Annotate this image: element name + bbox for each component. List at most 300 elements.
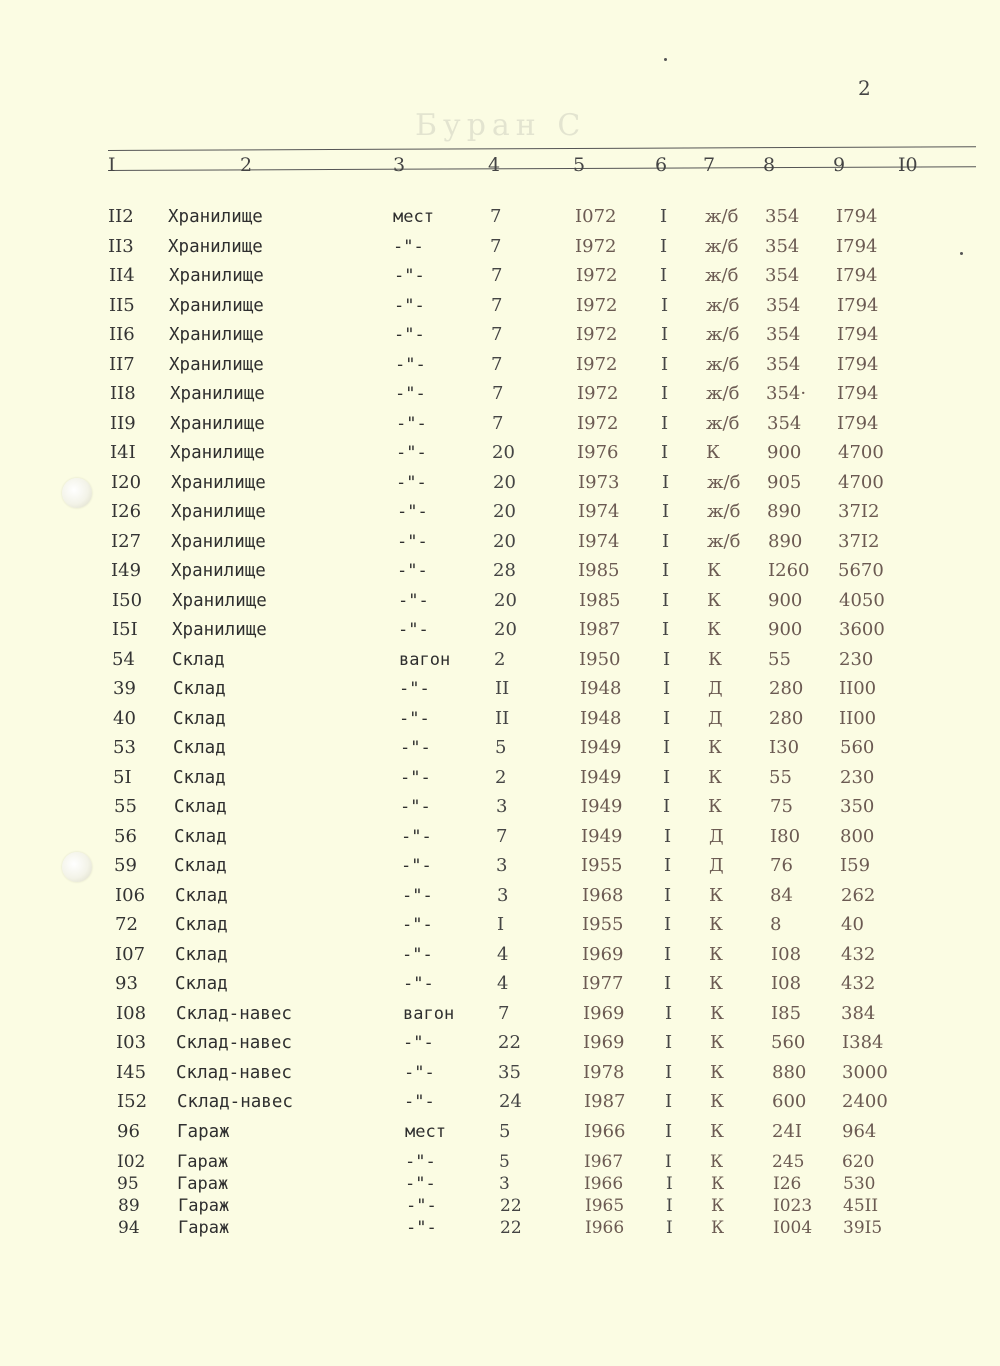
row-unit: -"- bbox=[394, 296, 425, 316]
table-row bbox=[0, 943, 1000, 967]
table-row bbox=[0, 1194, 1000, 1218]
row-object-name: Склад bbox=[173, 738, 226, 758]
row-col6: I bbox=[661, 295, 669, 316]
row-col9: 800 bbox=[840, 826, 875, 847]
row-number: 55 bbox=[114, 796, 137, 817]
row-year: I949 bbox=[580, 767, 622, 788]
row-col6: I bbox=[663, 737, 671, 758]
row-object-name: Склад bbox=[174, 797, 227, 817]
table-row bbox=[0, 1061, 1000, 1085]
row-object-name: Хранилище bbox=[169, 296, 264, 316]
row-material: ж/б bbox=[706, 295, 740, 316]
table-row bbox=[0, 530, 1000, 554]
punch-hole-top bbox=[62, 478, 92, 508]
row-number: 39 bbox=[113, 678, 136, 699]
row-quantity: 2 bbox=[495, 767, 507, 788]
row-col9: 432 bbox=[841, 973, 876, 994]
row-year: I966 bbox=[585, 1218, 625, 1238]
row-object-name: Склад-навес bbox=[176, 1063, 292, 1083]
table-row bbox=[0, 1216, 1000, 1240]
row-col6: I bbox=[662, 472, 670, 493]
row-unit: мест bbox=[393, 207, 434, 227]
row-col9: 262 bbox=[841, 885, 876, 906]
row-col6: I bbox=[660, 236, 668, 257]
table-row bbox=[0, 677, 1000, 701]
table-row bbox=[0, 795, 1000, 819]
column-header-5: 5 bbox=[573, 154, 586, 176]
row-material: ж/б bbox=[707, 501, 741, 522]
row-quantity: 7 bbox=[491, 265, 503, 286]
row-number: I03 bbox=[116, 1032, 147, 1053]
row-year: I969 bbox=[582, 944, 624, 965]
row-col8: 354 bbox=[766, 295, 801, 316]
row-unit: -"- bbox=[399, 679, 430, 699]
row-year: I974 bbox=[578, 501, 620, 522]
punch-hole-bottom bbox=[62, 852, 92, 882]
table-row bbox=[0, 205, 1000, 229]
table-row bbox=[0, 884, 1000, 908]
row-unit: -"- bbox=[396, 443, 427, 463]
row-year: I978 bbox=[583, 1062, 625, 1083]
row-col9: I794 bbox=[836, 236, 878, 257]
row-col6: I bbox=[662, 560, 670, 581]
row-quantity: 7 bbox=[498, 1003, 510, 1024]
row-number: 56 bbox=[114, 826, 137, 847]
row-col8: 900 bbox=[767, 442, 802, 463]
row-quantity: 5 bbox=[499, 1152, 510, 1172]
column-header-7: 7 bbox=[703, 154, 716, 176]
header-bottom-rule bbox=[108, 166, 976, 171]
row-col6: I bbox=[663, 796, 671, 817]
row-material: ж/б bbox=[705, 206, 739, 227]
row-col8: 354 bbox=[765, 265, 800, 286]
row-col9: 530 bbox=[843, 1174, 876, 1194]
row-unit: -"- bbox=[402, 915, 433, 935]
row-year: I966 bbox=[584, 1174, 624, 1194]
row-col9: 230 bbox=[840, 767, 875, 788]
row-col6: I bbox=[663, 708, 671, 729]
column-header-4: 4 bbox=[488, 154, 501, 176]
row-col6: I bbox=[666, 1196, 673, 1216]
row-unit: -"- bbox=[406, 1218, 437, 1238]
row-object-name: Хранилище bbox=[170, 414, 265, 434]
row-col6: I bbox=[664, 944, 672, 965]
row-object-name: Хранилище bbox=[171, 532, 266, 552]
row-unit: -"- bbox=[394, 266, 425, 286]
table-row bbox=[0, 1090, 1000, 1114]
row-material: ж/б bbox=[706, 354, 740, 375]
row-col6: I bbox=[661, 383, 669, 404]
row-year: I950 bbox=[579, 649, 621, 670]
row-col6: I bbox=[660, 206, 668, 227]
row-object-name: Хранилище bbox=[172, 620, 267, 640]
row-quantity: 24 bbox=[499, 1091, 522, 1112]
row-unit: -"- bbox=[406, 1196, 437, 1216]
column-header-1: I bbox=[108, 154, 116, 176]
row-year: I948 bbox=[580, 708, 622, 729]
row-year: I948 bbox=[580, 678, 622, 699]
row-col8: I260 bbox=[768, 560, 810, 581]
row-number: I06 bbox=[115, 885, 146, 906]
row-col6: I bbox=[661, 413, 669, 434]
row-col9: 4700 bbox=[838, 442, 884, 463]
row-year: I985 bbox=[579, 590, 621, 611]
row-quantity: 2 bbox=[494, 649, 506, 670]
row-col8: 280 bbox=[769, 678, 804, 699]
row-material: К bbox=[707, 560, 721, 581]
row-number: I4I bbox=[110, 442, 136, 463]
table-row bbox=[0, 707, 1000, 731]
row-year: I969 bbox=[583, 1032, 625, 1053]
row-col8: I004 bbox=[773, 1218, 813, 1238]
row-material: К bbox=[711, 1218, 725, 1238]
row-year: I985 bbox=[578, 560, 620, 581]
row-year: I972 bbox=[576, 295, 618, 316]
row-year: I969 bbox=[583, 1003, 625, 1024]
row-col8: 890 bbox=[767, 501, 802, 522]
row-number: I49 bbox=[111, 560, 142, 581]
row-col9: I794 bbox=[837, 383, 879, 404]
table-row bbox=[0, 471, 1000, 495]
row-unit: мест bbox=[405, 1122, 446, 1142]
row-number: II5 bbox=[109, 295, 135, 316]
row-unit: -"- bbox=[403, 974, 434, 994]
row-material: К bbox=[711, 1196, 725, 1216]
row-col9: 3000 bbox=[842, 1062, 888, 1083]
row-quantity: 20 bbox=[493, 531, 516, 552]
row-quantity: 35 bbox=[498, 1062, 521, 1083]
table-row bbox=[0, 500, 1000, 524]
row-year: I973 bbox=[578, 472, 620, 493]
row-quantity: 5 bbox=[495, 737, 507, 758]
row-number: 93 bbox=[115, 973, 138, 994]
table-row bbox=[0, 294, 1000, 318]
row-object-name: Хранилище bbox=[169, 355, 264, 375]
row-col8: 55 bbox=[769, 767, 792, 788]
row-year: I949 bbox=[581, 796, 623, 817]
row-quantity: 7 bbox=[492, 413, 504, 434]
row-number: I50 bbox=[112, 590, 143, 611]
row-col6: I bbox=[665, 1091, 673, 1112]
row-year: I949 bbox=[581, 826, 623, 847]
row-unit: -"- bbox=[404, 1063, 435, 1083]
row-col8: 76 bbox=[770, 855, 793, 876]
row-object-name: Склад-навес bbox=[176, 1004, 292, 1024]
row-unit: -"- bbox=[396, 473, 427, 493]
row-col8: I08 bbox=[771, 973, 802, 994]
row-col8: I08 bbox=[771, 944, 802, 965]
row-object-name: Хранилище bbox=[168, 237, 263, 257]
row-year: I972 bbox=[576, 265, 618, 286]
row-unit: -"- bbox=[405, 1152, 436, 1172]
row-material: ж/б bbox=[706, 383, 740, 404]
row-object-name: Склад bbox=[175, 974, 228, 994]
row-col9: 5670 bbox=[838, 560, 884, 581]
column-header-9: 9 bbox=[833, 154, 846, 176]
row-quantity: 7 bbox=[490, 236, 502, 257]
row-quantity: 7 bbox=[491, 324, 503, 345]
row-object-name: Склад bbox=[174, 856, 227, 876]
row-quantity: 22 bbox=[498, 1032, 521, 1053]
table-row bbox=[0, 412, 1000, 436]
row-quantity: 3 bbox=[499, 1174, 510, 1194]
row-year: I972 bbox=[576, 324, 618, 345]
column-header-10: I0 bbox=[898, 154, 918, 176]
row-col8: 354 bbox=[765, 236, 800, 257]
row-col6: I bbox=[662, 531, 670, 552]
table-row bbox=[0, 559, 1000, 583]
row-material: К bbox=[708, 767, 722, 788]
row-material: К bbox=[708, 649, 722, 670]
row-material: К bbox=[707, 590, 721, 611]
row-material: Д bbox=[709, 855, 724, 876]
table-row bbox=[0, 589, 1000, 613]
row-col9: I59 bbox=[840, 855, 871, 876]
row-col6: I bbox=[661, 354, 669, 375]
table-row bbox=[0, 1172, 1000, 1196]
row-number: II4 bbox=[109, 265, 135, 286]
row-col6: I bbox=[665, 1121, 673, 1142]
row-number: I26 bbox=[111, 501, 142, 522]
row-object-name: Склад bbox=[172, 650, 225, 670]
row-col9: 4700 bbox=[838, 472, 884, 493]
row-unit: -"- bbox=[402, 886, 433, 906]
table-row bbox=[0, 825, 1000, 849]
row-year: I976 bbox=[577, 442, 619, 463]
row-quantity: 7 bbox=[496, 826, 508, 847]
row-col6: I bbox=[665, 1003, 673, 1024]
row-col9: 3600 bbox=[839, 619, 885, 640]
row-year: I072 bbox=[575, 206, 617, 227]
row-col9: I794 bbox=[837, 324, 879, 345]
row-quantity: 5 bbox=[499, 1121, 511, 1142]
row-object-name: Склад bbox=[173, 709, 226, 729]
row-col6: I bbox=[666, 1218, 673, 1238]
row-quantity: 4 bbox=[497, 944, 509, 965]
row-quantity: 20 bbox=[494, 619, 517, 640]
row-col8: 245 bbox=[772, 1152, 805, 1172]
row-quantity: II bbox=[495, 708, 510, 729]
row-object-name: Гараж bbox=[177, 1174, 229, 1194]
row-unit: вагон bbox=[403, 1004, 455, 1024]
row-material: К bbox=[711, 1174, 725, 1194]
row-quantity: 28 bbox=[493, 560, 516, 581]
table-row bbox=[0, 353, 1000, 377]
paper-speck bbox=[960, 252, 963, 255]
table-row bbox=[0, 736, 1000, 760]
row-col6: I bbox=[666, 1174, 673, 1194]
row-col8: 75 bbox=[770, 796, 793, 817]
row-object-name: Склад bbox=[175, 886, 228, 906]
row-year: I977 bbox=[582, 973, 624, 994]
row-object-name: Хранилище bbox=[170, 443, 265, 463]
row-number: I27 bbox=[111, 531, 142, 552]
row-col6: I bbox=[664, 826, 672, 847]
row-col8: 600 bbox=[772, 1091, 807, 1112]
table-row bbox=[0, 1002, 1000, 1026]
column-header-6: 6 bbox=[655, 154, 668, 176]
row-object-name: Склад-навес bbox=[177, 1092, 293, 1112]
row-col6: I bbox=[663, 649, 671, 670]
row-unit: -"- bbox=[402, 945, 433, 965]
row-object-name: Склад bbox=[175, 915, 228, 935]
row-year: I987 bbox=[584, 1091, 626, 1112]
row-col8: 900 bbox=[768, 619, 803, 640]
row-col9: 432 bbox=[841, 944, 876, 965]
row-number: II9 bbox=[110, 413, 136, 434]
row-material: ж/б bbox=[706, 324, 740, 345]
row-col9: 37I2 bbox=[838, 531, 880, 552]
row-col6: I bbox=[663, 767, 671, 788]
paper-speck bbox=[664, 58, 667, 61]
row-col6: I bbox=[661, 442, 669, 463]
row-object-name: Хранилище bbox=[171, 502, 266, 522]
table-row bbox=[0, 235, 1000, 259]
row-unit: -"- bbox=[399, 709, 430, 729]
row-quantity: 22 bbox=[500, 1196, 522, 1216]
row-col8: 55 bbox=[768, 649, 791, 670]
row-col6: I bbox=[665, 1062, 673, 1083]
row-unit: -"- bbox=[400, 768, 431, 788]
row-number: 95 bbox=[117, 1174, 139, 1194]
row-material: ж/б bbox=[707, 472, 741, 493]
row-number: I08 bbox=[116, 1003, 147, 1024]
row-unit: -"- bbox=[400, 738, 431, 758]
row-number: II7 bbox=[109, 354, 135, 375]
table-row bbox=[0, 382, 1000, 406]
row-quantity: 20 bbox=[492, 442, 515, 463]
row-col8: 354· bbox=[766, 383, 807, 404]
row-col8: I023 bbox=[773, 1196, 813, 1216]
row-number: I07 bbox=[115, 944, 146, 965]
row-year: I968 bbox=[582, 885, 624, 906]
row-number: 72 bbox=[115, 914, 138, 935]
row-col9: I794 bbox=[837, 413, 879, 434]
table-row bbox=[0, 766, 1000, 790]
row-quantity: 7 bbox=[490, 206, 502, 227]
column-header-3: 3 bbox=[393, 154, 406, 176]
row-col6: I bbox=[664, 885, 672, 906]
row-year: I955 bbox=[581, 855, 623, 876]
row-number: II3 bbox=[108, 236, 134, 257]
row-material: К bbox=[710, 1032, 724, 1053]
row-object-name: Хранилище bbox=[170, 384, 265, 404]
row-col6: I bbox=[662, 590, 670, 611]
table-row bbox=[0, 1120, 1000, 1144]
table-row bbox=[0, 1150, 1000, 1174]
row-quantity: II bbox=[495, 678, 510, 699]
row-quantity: 20 bbox=[493, 472, 516, 493]
row-material: К bbox=[710, 1152, 724, 1172]
row-unit: -"- bbox=[396, 414, 427, 434]
table-row bbox=[0, 854, 1000, 878]
row-col9: I794 bbox=[836, 206, 878, 227]
row-col6: I bbox=[662, 619, 670, 640]
row-number: I52 bbox=[117, 1091, 148, 1112]
row-quantity: 20 bbox=[493, 501, 516, 522]
row-material: ж/б bbox=[705, 236, 739, 257]
row-material: К bbox=[709, 914, 723, 935]
row-year: I974 bbox=[578, 531, 620, 552]
row-col9: 4050 bbox=[839, 590, 885, 611]
row-material: К bbox=[707, 619, 721, 640]
row-object-name: Склад bbox=[173, 768, 226, 788]
row-quantity: 3 bbox=[497, 885, 509, 906]
row-material: К bbox=[710, 1062, 724, 1083]
row-col9: 620 bbox=[842, 1152, 875, 1172]
row-quantity: I bbox=[497, 914, 505, 935]
table-row bbox=[0, 913, 1000, 937]
row-unit: -"- bbox=[398, 620, 429, 640]
row-number: 40 bbox=[113, 708, 136, 729]
row-col8: I30 bbox=[769, 737, 800, 758]
row-quantity: 7 bbox=[492, 383, 504, 404]
row-material: Д bbox=[708, 708, 723, 729]
row-col8: 890 bbox=[768, 531, 803, 552]
row-col6: I bbox=[664, 973, 672, 994]
row-col9: I794 bbox=[837, 295, 879, 316]
row-unit: вагон bbox=[399, 650, 451, 670]
table-row bbox=[0, 618, 1000, 642]
row-col8: 905 bbox=[767, 472, 802, 493]
row-material: К bbox=[708, 796, 722, 817]
row-col9: 45II bbox=[843, 1196, 879, 1216]
row-material: К bbox=[709, 973, 723, 994]
row-col9: 230 bbox=[839, 649, 874, 670]
row-unit: -"- bbox=[397, 561, 428, 581]
row-number: 54 bbox=[112, 649, 135, 670]
row-material: ж/б bbox=[706, 413, 740, 434]
row-col9: 560 bbox=[840, 737, 875, 758]
row-unit: -"- bbox=[397, 502, 428, 522]
row-quantity: 20 bbox=[494, 590, 517, 611]
row-col8: I85 bbox=[771, 1003, 802, 1024]
row-year: I972 bbox=[575, 236, 617, 257]
row-material: ж/б bbox=[707, 531, 741, 552]
row-quantity: 7 bbox=[491, 354, 503, 375]
row-col8: 354 bbox=[766, 354, 801, 375]
row-unit: -"- bbox=[405, 1174, 436, 1194]
row-col9: 350 bbox=[840, 796, 875, 817]
row-number: 53 bbox=[113, 737, 136, 758]
row-number: 94 bbox=[118, 1218, 140, 1238]
row-object-name: Гараж bbox=[177, 1152, 229, 1172]
header-top-rule bbox=[108, 146, 976, 151]
row-year: I972 bbox=[576, 354, 618, 375]
row-col9: II00 bbox=[839, 708, 877, 729]
row-number: I5I bbox=[112, 619, 138, 640]
row-material: К bbox=[709, 944, 723, 965]
row-object-name: Хранилище bbox=[171, 561, 266, 581]
row-number: 96 bbox=[117, 1121, 140, 1142]
row-number: II8 bbox=[110, 383, 136, 404]
row-col9: 40 bbox=[841, 914, 864, 935]
row-year: I972 bbox=[577, 413, 619, 434]
row-col8: 8 bbox=[770, 914, 782, 935]
row-col8: 354 bbox=[767, 413, 802, 434]
row-number: I45 bbox=[116, 1062, 147, 1083]
row-object-name: Хранилище bbox=[171, 473, 266, 493]
row-col6: I bbox=[665, 1152, 672, 1172]
row-quantity: 7 bbox=[491, 295, 503, 316]
row-col9: II00 bbox=[839, 678, 877, 699]
row-material: К bbox=[708, 737, 722, 758]
row-material: К bbox=[710, 1003, 724, 1024]
row-object-name: Гараж bbox=[177, 1122, 230, 1142]
row-material: К bbox=[710, 1091, 724, 1112]
row-unit: -"- bbox=[401, 856, 432, 876]
row-number: 5I bbox=[113, 767, 132, 788]
